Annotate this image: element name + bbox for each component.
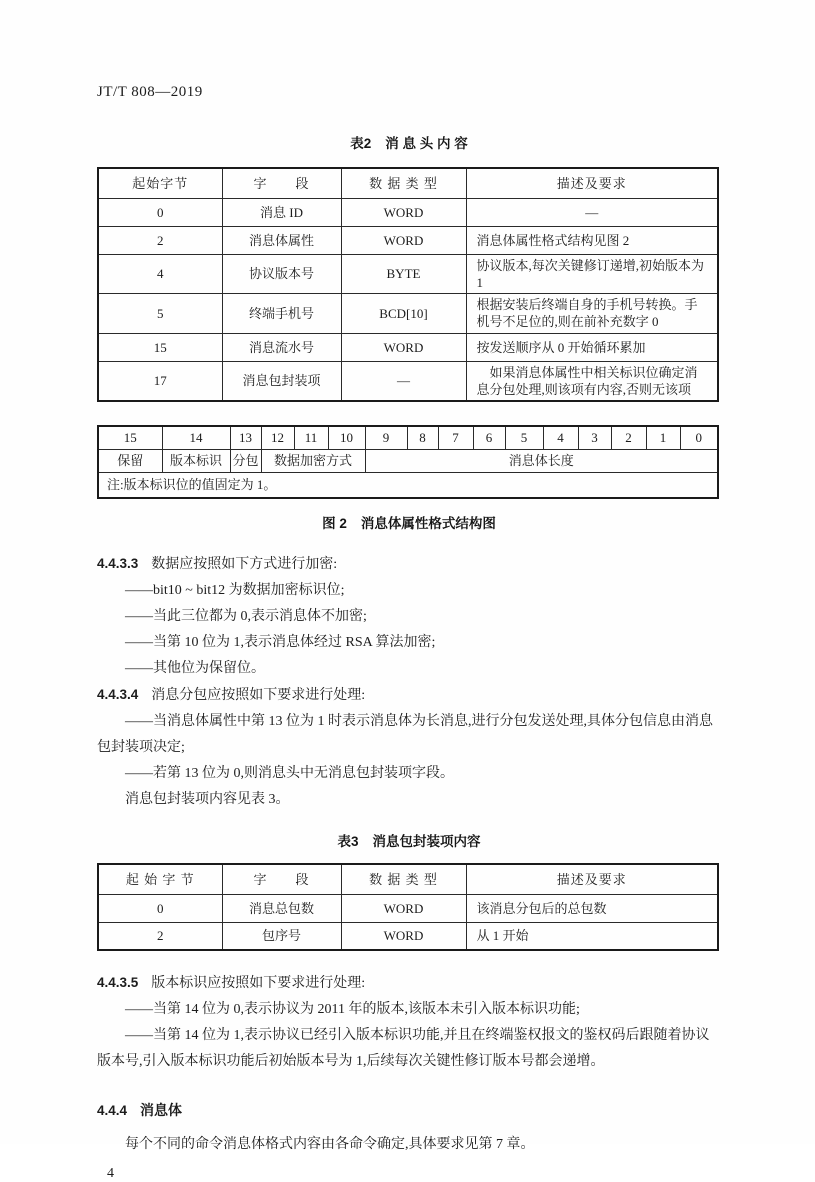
bit-2: 2 (611, 426, 646, 449)
cell-data-type: BYTE (341, 254, 466, 293)
clause-heading (97, 970, 721, 997)
table-row (98, 293, 718, 333)
column-header-start-byte: 起始字节 (98, 168, 222, 198)
cell-start-byte: 4 (98, 254, 222, 293)
list-item: ——其他位为保留位。 (125, 661, 265, 676)
table2-caption-label: 表2 (350, 136, 372, 151)
bit-field-row (98, 449, 718, 472)
cell-data-type: — (341, 361, 466, 401)
clause-text: 版本标识应按照如下要求进行处理: (151, 976, 366, 991)
cell-description: 从 1 开始 (466, 922, 718, 950)
clause-heading (97, 682, 721, 709)
bit-6: 6 (473, 426, 505, 449)
column-header-description: 描述及要求 (466, 864, 718, 894)
bit-0: 0 (680, 426, 718, 449)
list-item: ——当消息体属性中第 13 位为 1 时表示消息体为长消息,进行分包发送处理,具体分包信息由消息包封装项决定; (97, 714, 713, 755)
cell-description: 如果消息体属性中相关标识位确定消息分包处理,则该项有内容,否则无该项 (466, 361, 718, 401)
clause-4-4-4 (97, 1097, 721, 1158)
cell-start-byte: 15 (98, 333, 222, 361)
clause-number: 4.4.3.4 (97, 687, 139, 702)
cell-field: 消息包封装项 (222, 361, 341, 401)
paragraph: 每个不同的命令消息体格式内容由各命令确定,具体要求见第 7 章。 (125, 1137, 535, 1152)
clause-number: 4.4.4 (97, 1103, 128, 1118)
clause-4-4-3-4 (97, 682, 721, 813)
bit-13: 13 (230, 426, 261, 449)
cell-field: 消息总包数 (222, 894, 341, 922)
bit-11: 11 (294, 426, 328, 449)
bit-9: 9 (365, 426, 407, 449)
column-header-data-type: 数 据 类 型 (341, 168, 466, 198)
bit-3: 3 (578, 426, 611, 449)
cell-field: 消息流水号 (222, 333, 341, 361)
table3-caption-label: 表3 (337, 834, 359, 849)
bit-7: 7 (438, 426, 473, 449)
cell-field: 包序号 (222, 922, 341, 950)
cell-start-byte: 17 (98, 361, 222, 401)
clause-number: 4.4.3.5 (97, 975, 139, 990)
list-item: ——当此三位都为 0,表示消息体不加密; (125, 609, 367, 624)
list-item: ——当第 10 位为 1,表示消息体经过 RSA 算法加密; (125, 635, 436, 650)
figure2-caption (97, 512, 721, 532)
list-item: ——当第 14 位为 1,表示协议已经引入版本标识功能,并且在终端鉴权报文的鉴权码后跟随着协议版本号,引入版本标识功能后初始版本号为 1,后续每次关键性修订版本号都会递增。 (97, 1028, 710, 1069)
table-row (98, 894, 718, 922)
cell-start-byte: 2 (98, 922, 222, 950)
bit-12: 12 (261, 426, 294, 449)
section-title: 消息体 (140, 1102, 183, 1118)
table-row (98, 361, 718, 401)
field-subpackage: 分包 (230, 449, 261, 472)
table-row (98, 198, 718, 226)
figure-2-bit-table (97, 425, 719, 499)
table-2-message-header (97, 167, 719, 402)
column-header-start-byte: 起 始 字 节 (98, 864, 222, 894)
cell-field: 消息体属性 (222, 226, 341, 254)
column-header-data-type: 数 据 类 型 (341, 864, 466, 894)
bit-1: 1 (646, 426, 680, 449)
table-3-package-item (97, 863, 719, 951)
cell-field: 终端手机号 (222, 293, 341, 333)
clause-number: 4.4.3.3 (97, 556, 139, 571)
field-version-flag: 版本标识 (162, 449, 230, 472)
cell-start-byte: 5 (98, 293, 222, 333)
bit-4: 4 (543, 426, 578, 449)
column-header-description: 描述及要求 (466, 168, 718, 198)
cell-start-byte: 0 (98, 198, 222, 226)
column-header-field: 字 段 (222, 168, 341, 198)
figure-note: 注:版本标识位的值固定为 1。 (98, 472, 718, 498)
table-row (98, 226, 718, 254)
cell-data-type: BCD[10] (341, 293, 466, 333)
section-heading (97, 1097, 721, 1125)
cell-description: 根据安装后终端自身的手机号转换。手机号不足位的,则在前补充数字 0 (466, 293, 718, 333)
cell-description: 该消息分包后的总包数 (466, 894, 718, 922)
cell-field: 协议版本号 (222, 254, 341, 293)
bit-10: 10 (328, 426, 365, 449)
figure2-caption-title: 消息体属性格式结构图 (360, 516, 496, 531)
cell-description: 协议版本,每次关键修订递增,初始版本为 1 (466, 254, 718, 293)
bit-note-row (98, 472, 718, 498)
bit-index-row (98, 426, 718, 449)
clause-text: 消息分包应按照如下要求进行处理: (151, 688, 366, 703)
cell-description: 按发送顺序从 0 开始循环累加 (466, 333, 718, 361)
figure2-caption-label: 图 2 (322, 516, 347, 531)
table-header-row (98, 864, 718, 894)
cell-data-type: WORD (341, 198, 466, 226)
cell-data-type: WORD (341, 894, 466, 922)
doc-number: JT/T 808—2019 (97, 84, 203, 100)
field-reserved: 保留 (98, 449, 162, 472)
clause-4-4-3-3 (97, 551, 721, 682)
table-row (98, 333, 718, 361)
cell-data-type: WORD (341, 922, 466, 950)
table-header-row (98, 168, 718, 198)
column-header-field: 字 段 (222, 864, 341, 894)
table3-caption (97, 830, 721, 850)
paragraph: 消息包封装项内容见表 3。 (125, 792, 290, 807)
list-item: ——bit10 ~ bit12 为数据加密标识位; (125, 583, 345, 598)
cell-field: 消息 ID (222, 198, 341, 226)
cell-data-type: WORD (341, 333, 466, 361)
table2-caption (97, 132, 721, 152)
table-row (98, 254, 718, 293)
bit-15: 15 (98, 426, 162, 449)
clause-4-4-3-5 (97, 970, 721, 1075)
page-content (97, 0, 721, 1182)
cell-description: 消息体属性格式结构见图 2 (466, 226, 718, 254)
cell-description: — (466, 198, 718, 226)
page-number: 4 (107, 1166, 114, 1181)
field-encryption: 数据加密方式 (261, 449, 365, 472)
bit-5: 5 (505, 426, 543, 449)
table-row (98, 922, 718, 950)
cell-start-byte: 0 (98, 894, 222, 922)
bit-14: 14 (162, 426, 230, 449)
bit-8: 8 (407, 426, 438, 449)
cell-start-byte: 2 (98, 226, 222, 254)
cell-data-type: WORD (341, 226, 466, 254)
list-item: ——当第 14 位为 0,表示协议为 2011 年的版本,该版本未引入版本标识功能; (125, 1002, 580, 1017)
clause-heading (97, 551, 721, 578)
field-body-length: 消息体长度 (365, 449, 718, 472)
list-item: ——若第 13 位为 0,则消息头中无消息包封装项字段。 (125, 766, 454, 781)
table3-caption-title: 消息包封装项内容 (372, 834, 481, 849)
clause-text: 数据应按照如下方式进行加密: (151, 557, 338, 572)
table2-caption-title: 消 息 头 内 容 (385, 136, 468, 151)
